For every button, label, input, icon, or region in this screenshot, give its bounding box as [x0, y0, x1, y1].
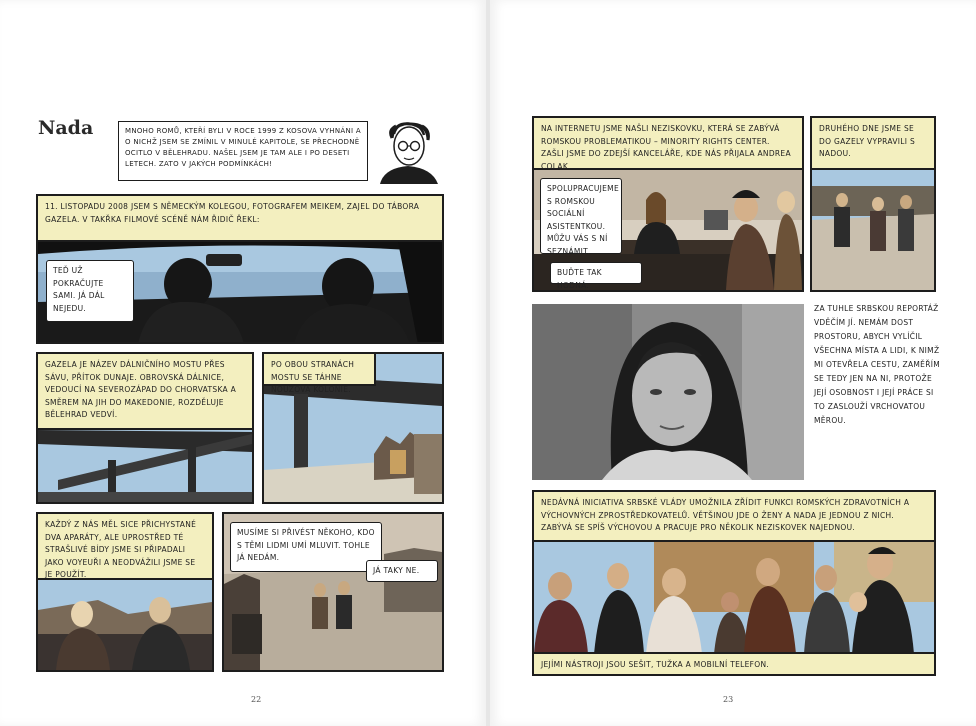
reportage-text: ZA TUHLE SRBSKOU REPORTÁŽ VDĚČÍM JÍ. NEMÁM DOST PROSTORU, ABYCH VYLÍČIL VŠECHNA MÍSTA A LIDI, K NIMŽ MI OTEVŘELA CESTU, ZAMĚŘÍM SE TEDY JEN NA NI, PROTOŽE JEJÍ OSOBNOST I JEJÍ PRÁCE SI TO ZASLOUŽÍ VRCHOVATOU MĚROU. — [814, 304, 940, 425]
page-number-right: 23 — [723, 695, 734, 704]
left-page — [0, 0, 486, 726]
nada-photo — [532, 304, 804, 480]
intro-caption: MNOHO ROMŮ, KTEŘÍ BYLI V ROCE 1999 Z KOSOVA VYHNÁNI A O NICHŽ JSEM SE ZMÍNIL V MINULÉ KAPITOLE, SE PŘECHODNĚ OCITLO V BĚLEHRADU. NAŠEL JSEM JE TAM ALE I PO DESETI LETECH. ZATO V JAKÝCH PODMÍNKÁCH! — [118, 121, 368, 181]
chapter-title: Nada — [38, 117, 94, 139]
car-caption: 11. LISTOPADU 2008 JSEM S NĚMECKÝM KOLEGOU, FOTOGRAFEM MEIKEM, ZAJEL DO TÁBORA GAZELA. V TAKŘKA FILMOVÉ SCÉNĚ NÁM ŘIDIČ ŘEKL: — [38, 196, 442, 242]
speech-bubble-social-assistant: SPOLUPRACUJEME S ROMSKOU SOCIÁLNÍ ASISTENTKOU. MŮŽU VÁS S NÍ SEZNÁMIT. — [540, 178, 622, 254]
driver-speech-bubble: TEĎ UŽ POKRAČUJTE SAMI. JÁ DÁL NEJEDU. — [46, 260, 134, 322]
panel-next-day — [810, 116, 936, 292]
author-portrait — [370, 120, 446, 184]
crowd-illustration — [534, 542, 934, 654]
tools-caption: JEJÍMI NÁSTROJI JSOU SEŠIT, TUŽKA A MOBILNÍ TELEFON. — [534, 652, 934, 674]
photographers-illustration — [38, 580, 212, 670]
right-page — [490, 0, 976, 726]
speech-bubble-need-someone: MUSÍME SI PŘIVÉST NĚKOHO, KDO S TĚMI LIDMI UMÍ MLUVIT. TOHLE JÁ NEDÁM. — [230, 522, 382, 572]
bridge-illustration — [38, 430, 252, 502]
initiative-caption: NEDÁVNÁ INICIATIVA SRBSKÉ VLÁDY UMOŽNILA ZŘÍDIT FUNKCI ROMSKÝCH ZDRAVOTNÍCH A VÝCHOVNÝCH ZPROSTŘEDKOVATELŮ. VĚTŠINOU JDE O ŽENY A NADA JE JEDNOU Z NICH. ZABÝVÁ SE SPÍŠ VÝCHOVOU A PRACUJE PRO NĚKOLIK NEZISKOVEK NAJEDNOU. — [534, 492, 934, 542]
panel-gazela-bridge — [36, 352, 254, 504]
panel-slum-colony — [262, 352, 444, 504]
panel-health-mediators — [532, 490, 936, 676]
slum-caption: PO OBOU STRANÁCH MOSTU SE TÁHNE NOUZOVÁ KOLONIE. — [264, 354, 376, 386]
walking-group-illustration — [812, 170, 934, 290]
speech-bubble-me-neither: JÁ TAKY NE. — [366, 560, 438, 582]
ngo-caption: NA INTERNETU JSME NAŠLI NEZISKOVKU, KTERÁ SE ZABÝVÁ ROMSKOU PROBLEMATIKOU – MINORITY RIGHTS CENTER. ZAŠLI JSME DO ZDEJŠÍ KANCELÁŘE, KDE NÁS PŘIJALA ANDREA COLAK. — [534, 118, 802, 170]
next-day-caption: DRUHÉHO DNE JSME SE DO GAZELY VYPRAVILI S NADOU. — [812, 118, 934, 170]
speech-bubble-please: BUĎTE TAK HODNÁ. — [550, 262, 642, 284]
panel-street-conversation — [222, 512, 444, 672]
camera-caption: KAŽDÝ Z NÁS MĚL SICE PŘICHYSTANÉ DVA APARÁTY, ALE UPROSTŘED TÉ STRAŠLIVÉ BÍDY JSME SI PŘIPADALI JAKO VOYEUŘI A NEODVÁŽILI JSME SE JE POUŽÍT. — [38, 514, 212, 580]
page-number-left: 22 — [251, 695, 262, 704]
panel-car-scene — [36, 194, 444, 344]
panel-ngo-office — [532, 116, 804, 292]
bridge-caption: GAZELA JE NÁZEV DÁLNIČNÍHO MOSTU PŘES SÁVU, PŘÍTOK DUNAJE. OBROVSKÁ DÁLNICE, VEDOUCÍ NA SEVEROZÁPAD DO CHORVATSKA A SMĚREM NA JIH DO MAKEDONIE, ROZDĚLUJE BĚLEHRAD VEDVÍ. — [38, 354, 252, 430]
panel-cameras — [36, 512, 214, 672]
